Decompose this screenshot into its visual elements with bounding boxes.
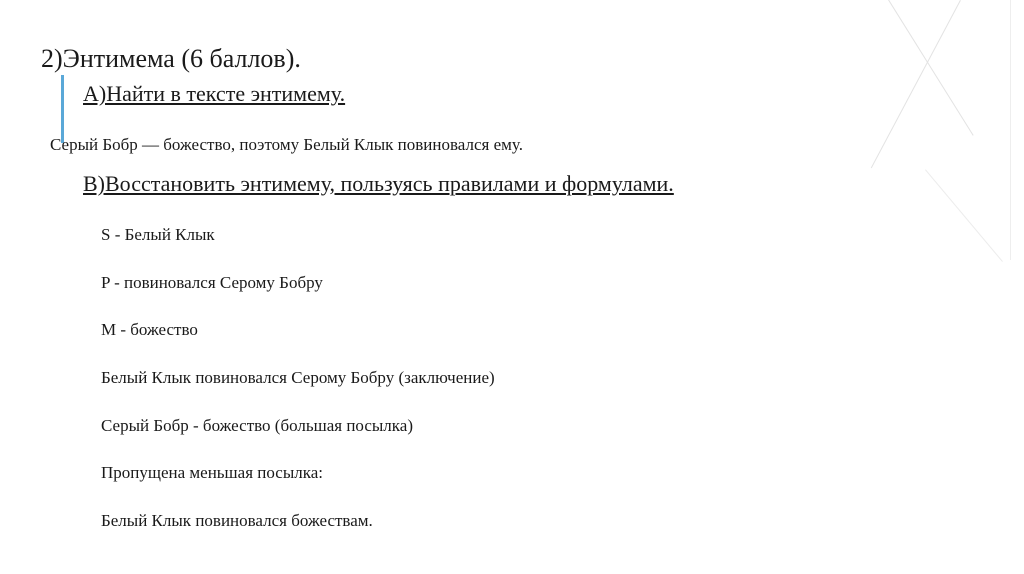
- missing-minor-premise-label: Пропущена меньшая посылка:: [101, 463, 324, 482]
- decorative-line: [925, 169, 1003, 262]
- task-a-heading: А)Найти в тексте энтимему.: [83, 81, 346, 106]
- term-m: M - божество: [101, 320, 198, 339]
- conclusion-line: Белый Клык повиновался Серому Бобру (заключение): [101, 368, 495, 387]
- minor-premise-line: Белый Клык повиновался божествам.: [101, 511, 373, 530]
- decorative-line: [871, 0, 961, 168]
- task-b-heading: В)Восстановить энтимему, пользуясь правилами и формулами.: [83, 171, 674, 196]
- decorative-line: [1010, 0, 1011, 260]
- major-premise-line: Серый Бобр - божество (большая посылка): [101, 416, 413, 435]
- slide-title: 2)Энтимема (6 баллов).: [41, 44, 301, 73]
- term-s: S - Белый Клык: [101, 225, 215, 244]
- decorative-line: [888, 0, 974, 136]
- text-cursor-bar: [61, 75, 64, 143]
- term-p: P - повиновался Серому Бобру: [101, 273, 323, 292]
- enthymeme-statement: Серый Бобр — божество, поэтому Белый Клык повиновался ему.: [50, 135, 523, 154]
